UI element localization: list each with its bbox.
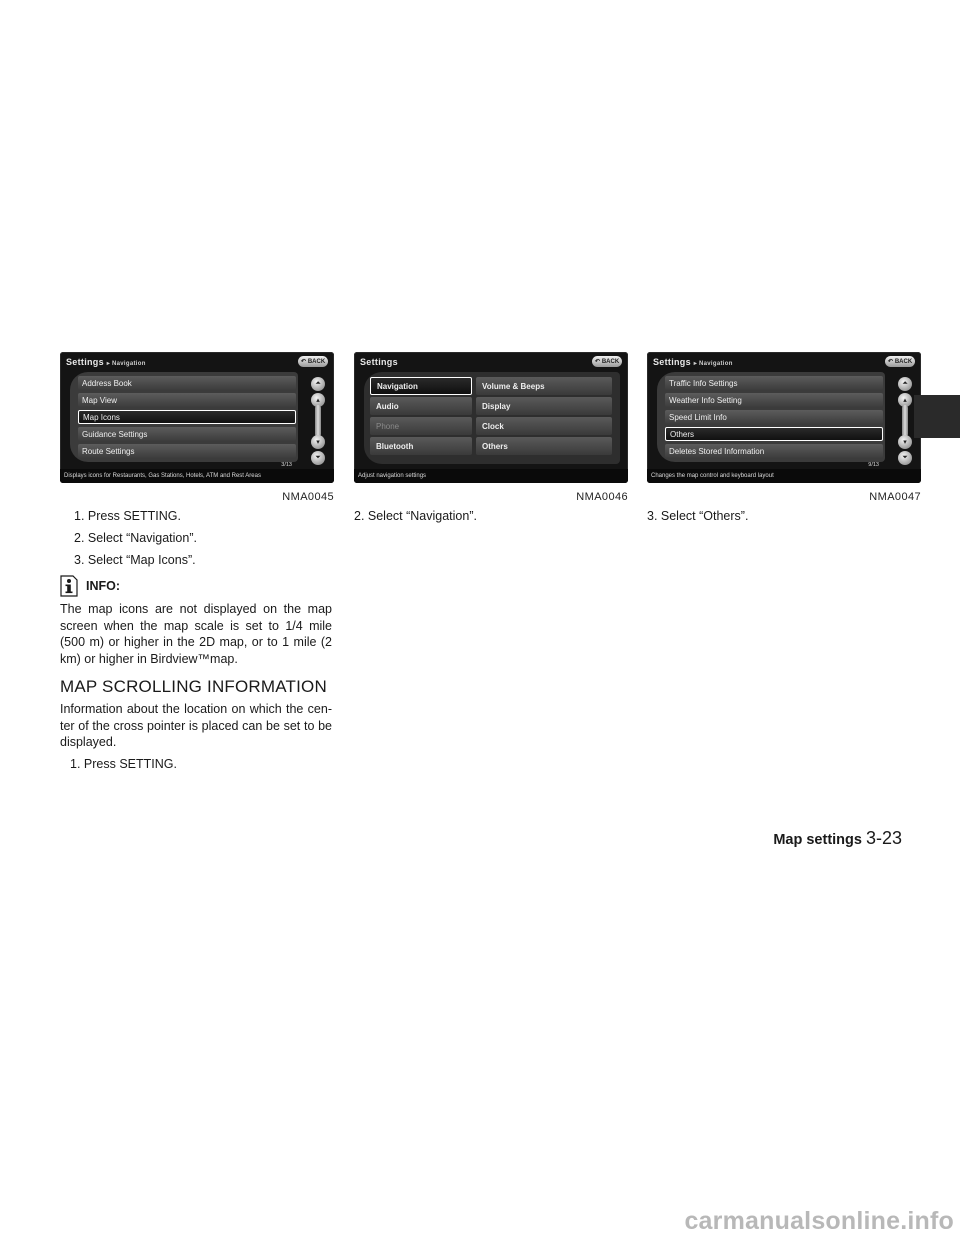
menu-item[interactable]: Map View — [78, 393, 296, 407]
scrollbar[interactable] — [311, 377, 325, 465]
menu-item[interactable]: Route Settings — [78, 444, 296, 458]
page-down-icon[interactable]: ⏷ — [898, 451, 912, 465]
page-down-icon[interactable]: ⏷ — [311, 451, 325, 465]
watermark: carmanualsonline.info — [684, 1207, 954, 1235]
menu-item[interactable]: Guidance Settings — [78, 427, 296, 441]
screen-title: Settings ▸ Navigation — [653, 357, 733, 367]
back-arrow-icon: ↶ — [300, 359, 306, 365]
footer-section: Map settings — [773, 832, 862, 848]
grid-item[interactable]: Volume & Beeps — [476, 377, 612, 395]
figure-code: NMA0046 — [576, 491, 628, 503]
back-arrow-icon: ↶ — [594, 359, 600, 365]
step: 3. Select “Others”. — [647, 509, 749, 523]
menu-panel — [657, 372, 885, 462]
page-footer — [773, 828, 902, 849]
figure-code: NMA0045 — [282, 491, 334, 503]
section-text: Information about the location on which the cen- ter of the cross pointer is placed can be set to be displayed. — [60, 702, 332, 749]
scrollbar[interactable] — [898, 377, 912, 465]
grid-item-disabled: Phone — [370, 417, 472, 435]
info-text: The map icons are not displayed on the map screen when the map scale is set to 1/4 mile (500 m) or higher in the 2D map, or to 1 mile (2 km) or higher in Birdview™map. — [60, 602, 332, 666]
scroll-thumb[interactable] — [902, 405, 908, 437]
page-up-icon[interactable]: ⏶ — [898, 377, 912, 391]
figure-code: NMA0047 — [869, 491, 921, 503]
scroll-thumb[interactable] — [315, 405, 321, 437]
screen-title: Settings ▸ Navigation — [66, 357, 146, 367]
menu-grid — [364, 372, 620, 464]
grid-item[interactable]: Others — [476, 437, 612, 455]
menu-item-selected[interactable]: Map Icons — [78, 410, 296, 424]
grid-item[interactable]: Audio — [370, 397, 472, 415]
menu-item[interactable]: Speed Limit Info — [665, 410, 883, 424]
step: 1. Press SETTING. — [70, 756, 177, 771]
footer-page-number: 3-23 — [865, 828, 902, 848]
page-up-icon[interactable]: ⏶ — [311, 377, 325, 391]
grid-item[interactable]: Clock — [476, 417, 612, 435]
grid-item-selected[interactable]: Navigation — [370, 377, 472, 395]
menu-panel — [70, 372, 298, 462]
figure-nma0045-screen — [60, 352, 334, 483]
figure-nma0046-screen — [354, 352, 628, 483]
back-arrow-icon: ↶ — [887, 359, 893, 365]
step: 3. Select “Map Icons”. — [74, 553, 196, 567]
back-button[interactable]: ↶ BACK — [298, 356, 328, 367]
info-icon — [60, 575, 78, 597]
scroll-up-icon[interactable]: ▴ — [898, 393, 912, 407]
back-button[interactable]: ↶ BACK — [885, 356, 915, 367]
scroll-down-icon[interactable]: ▾ — [898, 435, 912, 449]
grid-item[interactable]: Bluetooth — [370, 437, 472, 455]
menu-item[interactable]: Address Book — [78, 376, 296, 390]
status-bar: Displays icons for Restaurants, Gas Stations, Hotels, ATM and Rest Areas — [60, 469, 334, 483]
menu-item[interactable]: Weather Info Setting — [665, 393, 883, 407]
status-bar: Adjust navigation settings — [354, 469, 628, 483]
column-3 — [647, 352, 921, 525]
menu-item[interactable]: Deletes Stored Information — [665, 444, 883, 458]
figure-nma0047-screen — [647, 352, 921, 483]
grid-item[interactable]: Display — [476, 397, 612, 415]
status-bar: Changes the map control and keyboard layout — [647, 469, 921, 483]
info-title: INFO: — [86, 579, 121, 593]
screen-title: Settings — [360, 357, 398, 367]
column-1 — [60, 352, 334, 773]
step: 1. Press SETTING. — [74, 509, 181, 523]
menu-item-selected[interactable]: Others — [665, 427, 883, 441]
chapter-tab — [914, 395, 960, 438]
menu-item[interactable]: Traffic Info Settings — [665, 376, 883, 390]
back-button[interactable]: ↶ BACK — [592, 356, 622, 367]
step: 2. Select “Navigation”. — [354, 509, 477, 523]
section-heading: MAP SCROLLING INFORMATION — [60, 677, 327, 696]
column-2 — [354, 352, 628, 525]
page-indicator: 9/13 — [868, 462, 879, 468]
scroll-down-icon[interactable]: ▾ — [311, 435, 325, 449]
step: 2. Select “Navigation”. — [74, 531, 197, 545]
info-header — [60, 575, 334, 597]
scroll-up-icon[interactable]: ▴ — [311, 393, 325, 407]
page-indicator: 3/13 — [281, 462, 292, 468]
